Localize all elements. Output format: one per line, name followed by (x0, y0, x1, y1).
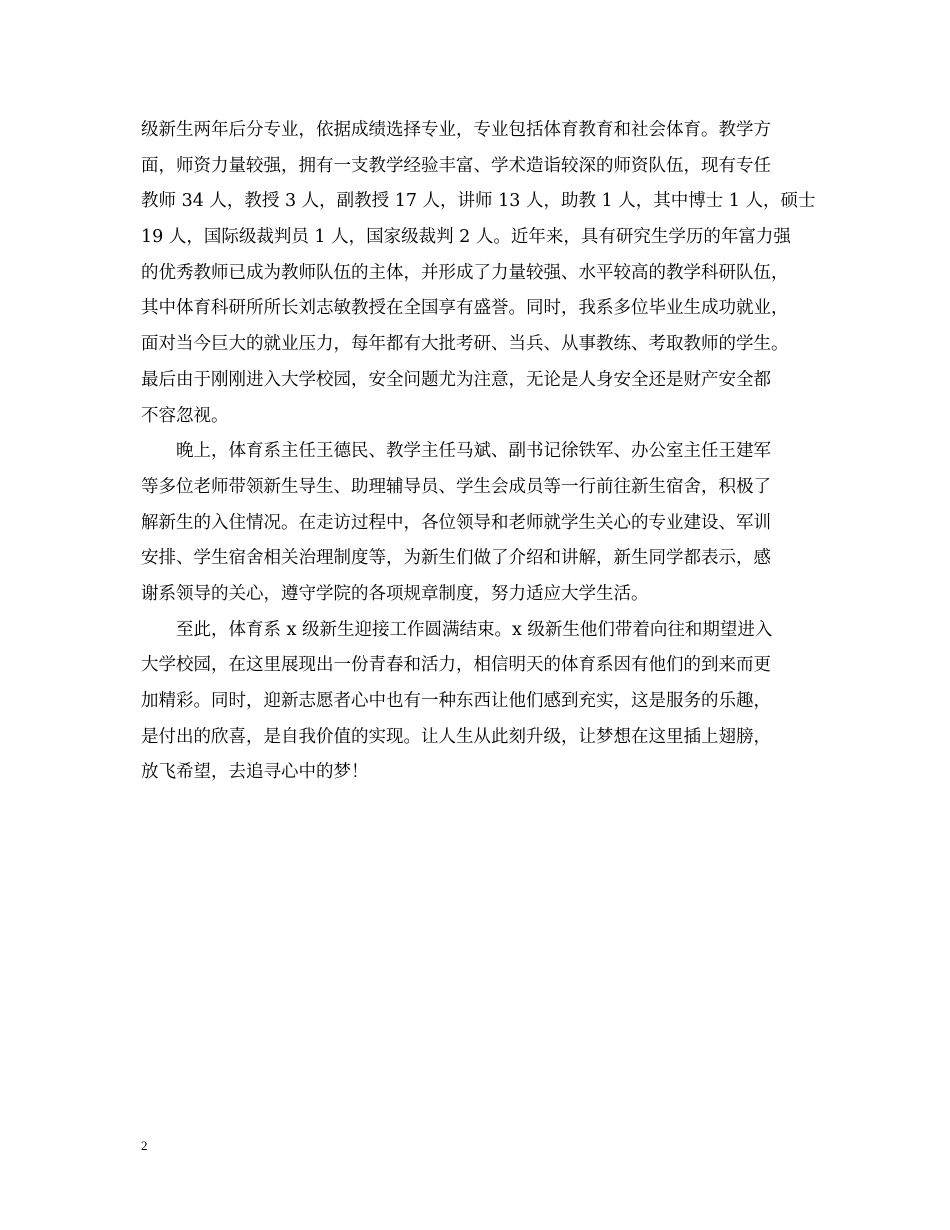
paragraph-1 (141, 113, 816, 434)
text-line: 是付出的欣喜，是自我价值的实现。让人生从此刻升级，让梦想在这里插上翅膀， (141, 726, 771, 747)
paragraph-2 (141, 434, 816, 612)
text-line: 的优秀教师已成为教师队伍的主体，并形成了力量较强、水平较高的教学科研队伍， (141, 262, 789, 283)
text-line: 不容忽视。 (141, 405, 229, 426)
text-line: 至此，体育系 x 级新生迎接工作圆满结束。x 级新生他们带着向往和期望进入 (176, 619, 773, 640)
text-line: 最后由于刚刚进入大学校园，安全问题尤为注意，无论是人身安全还是财产安全都 (141, 369, 771, 390)
text-line: 晚上，体育系主任王德民、教学主任马斌、副书记徐铁军、办公室主任王建军 (176, 441, 771, 462)
text-line: 其中体育科研所所长刘志敏教授在全国享有盛誉。同时，我系多位毕业生成功就业， (141, 298, 789, 319)
text-line: 面对当今巨大的就业压力，每年都有大批考研、当兵、从事教练、考取教师的学生。 (141, 334, 789, 355)
text-line: 教师 34 人，教授 3 人，副教授 17 人，讲师 13 人，助教 1 人，其中博士 1 人，硕士 (141, 191, 816, 212)
text-line: 解新生的入住情况。在走访过程中，各位领导和老师就学生关心的专业建设、军训 (141, 512, 771, 533)
body-text (141, 113, 816, 791)
text-line: 大学校园，在这里展现出一份青春和活力，相信明天的体育系因有他们的到来而更 (141, 655, 771, 676)
text-line: 放飞希望，去追寻心中的梦！ (141, 762, 369, 783)
text-line: 谢系领导的关心，遵守学院的各项规章制度，努力适应大学生活。 (141, 583, 649, 604)
text-line: 级新生两年后分专业，依据成绩选择专业，专业包括体育教育和社会体育。教学方 (141, 120, 771, 140)
text-line: 19 人，国际级裁判员 1 人，国家级裁判 2 人。近年来，具有研究生学历的年富力强 (141, 227, 791, 248)
text-line: 面，师资力量较强，拥有一支教学经验丰富、学术造诣较深的师资队伍，现有专任 (141, 155, 771, 176)
text-line: 安排、学生宿舍相关治理制度等，为新生们做了介绍和讲解，新生同学都表示，感 (141, 548, 771, 569)
text-line: 加精彩。同时，迎新志愿者心中也有一种东西让他们感到充实，这是服务的乐趣， (141, 691, 771, 711)
text-line: 等多位老师带领新生导生、助理辅导员、学生会成员等一行前往新生宿舍，积极了 (141, 476, 771, 497)
paragraph-3 (141, 613, 816, 791)
page-number: 2 (141, 1138, 148, 1153)
